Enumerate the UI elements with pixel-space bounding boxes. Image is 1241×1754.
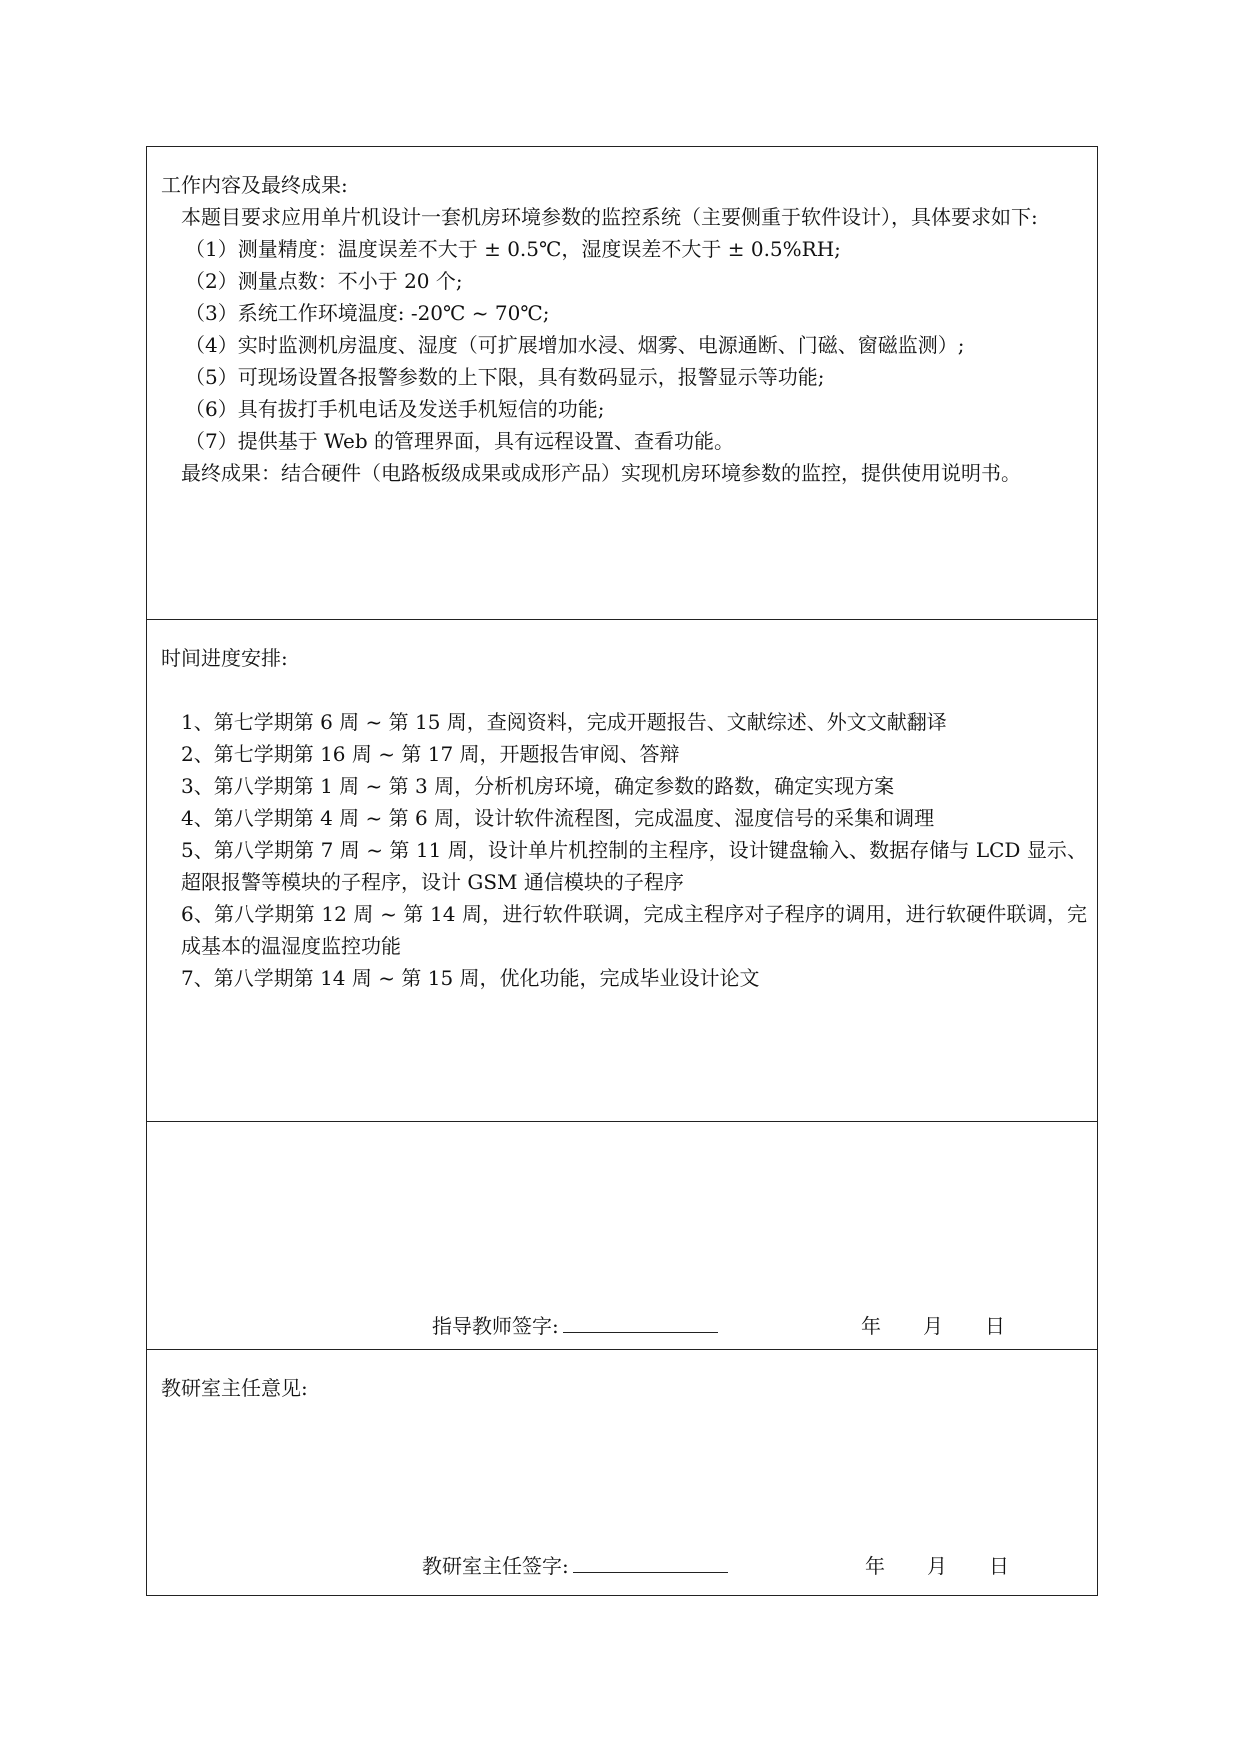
director-opinion-cell xyxy=(147,1349,1097,1595)
advisor-sign-label: 指导教师签字: xyxy=(432,1314,559,1338)
schedule-text xyxy=(161,642,1087,994)
schedule-item: 5、第八学期第 7 周 ~ 第 11 周，设计单片机控制的主程序，设计键盘输入、数据存储与 LCD 显示、超限报警等模块的子程序，设计 GSM 通信模块的子程序 xyxy=(181,838,1087,894)
work-item: （2）测量点数：不小于 20 个; xyxy=(185,269,463,293)
director-signature-field[interactable] xyxy=(573,1552,728,1573)
schedule-heading: 时间进度安排: xyxy=(161,646,288,670)
schedule-item: 4、第八学期第 4 周 ~ 第 6 周，设计软件流程图，完成温度、湿度信号的采集和调理 xyxy=(181,806,935,830)
director-date-year: 年 xyxy=(865,1554,885,1578)
director-sign-label: 教研室主任签字: xyxy=(422,1554,569,1578)
work-item: （7）提供基于 Web 的管理界面，具有远程设置、查看功能。 xyxy=(185,429,735,453)
work-item: （3）系统工作环境温度: -20℃ ~ 70℃; xyxy=(185,301,550,325)
work-item: （5）可现场设置各报警参数的上下限，具有数码显示，报警显示等功能; xyxy=(185,365,825,389)
blank-line xyxy=(161,674,1087,706)
task-form-table xyxy=(146,146,1098,1596)
work-content-text xyxy=(161,169,1087,489)
director-heading: 教研室主任意见: xyxy=(161,1376,308,1400)
director-date-day: 日 xyxy=(989,1554,1009,1578)
director-signature-line xyxy=(422,1552,728,1580)
work-item: （1）测量精度：温度误差不大于 ± 0.5℃，湿度误差不大于 ± 0.5%RH; xyxy=(185,237,841,261)
schedule-cell xyxy=(147,619,1097,1121)
schedule-item: 3、第八学期第 1 周 ~ 第 3 周，分析机房环境，确定参数的路数，确定实现方案 xyxy=(181,774,895,798)
final-result: 最终成果：结合硬件（电路板级成果或成形产品）实现机房环境参数的监控，提供使用说明书。 xyxy=(181,461,1021,485)
work-intro: 本题目要求应用单片机设计一套机房环境参数的监控系统（主要侧重于软件设计），具体要求如下: xyxy=(181,205,1038,229)
schedule-item: 7、第八学期第 14 周 ~ 第 15 周，优化功能，完成毕业设计论文 xyxy=(181,966,760,990)
schedule-item: 2、第七学期第 16 周 ~ 第 17 周，开题报告审阅、答辩 xyxy=(181,742,680,766)
work-heading: 工作内容及最终成果: xyxy=(161,173,348,197)
schedule-item: 6、第八学期第 12 周 ~ 第 14 周，进行软件联调，完成主程序对子程序的调用，进行软硬件联调，完成基本的温湿度监控功能 xyxy=(181,902,1087,958)
schedule-item: 1、第七学期第 6 周 ~ 第 15 周，查阅资料，完成开题报告、文献综述、外文文献翻译 xyxy=(181,710,947,734)
advisor-signature-line xyxy=(432,1312,718,1340)
work-item: （6）具有拔打手机电话及发送手机短信的功能; xyxy=(185,397,605,421)
work-item: （4）实时监测机房温度、湿度（可扩展增加水浸、烟雾、电源通断、门磁、窗磁监测）; xyxy=(185,333,965,357)
advisor-date-month: 月 xyxy=(923,1314,943,1338)
director-opinion-text xyxy=(161,1372,1087,1404)
work-content-cell xyxy=(147,147,1097,619)
advisor-date-year: 年 xyxy=(861,1314,881,1338)
advisor-date-day: 日 xyxy=(985,1314,1005,1338)
director-date-month: 月 xyxy=(927,1554,947,1578)
advisor-signature-cell xyxy=(147,1121,1097,1349)
advisor-signature-field[interactable] xyxy=(563,1312,718,1333)
